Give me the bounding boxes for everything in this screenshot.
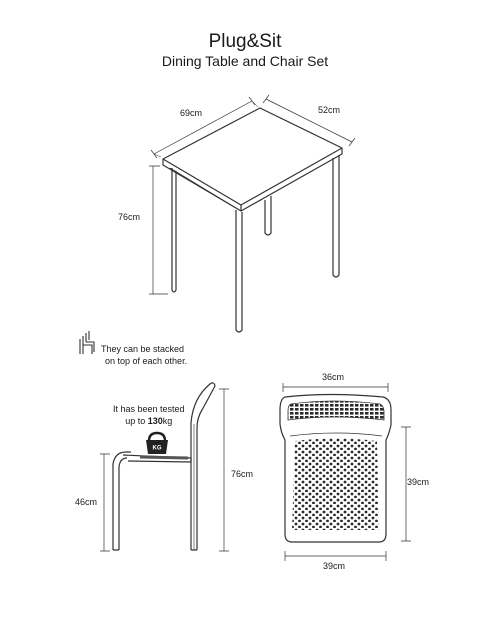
stacked-chairs-icon <box>80 331 94 354</box>
table-leg-back <box>265 196 271 235</box>
table-depth-label: 52cm <box>318 105 341 115</box>
stacking-note-line2: on top of each other. <box>105 356 188 366</box>
load-test-line1: It has been tested <box>113 404 185 414</box>
table-leg-front <box>236 210 242 332</box>
chair-front-leg <box>113 452 131 550</box>
chair-top-width-dimension <box>283 383 388 392</box>
chair-height-label: 76cm <box>231 469 254 479</box>
page-title: Plug&Sit <box>208 31 282 52</box>
stacking-note-line1: They can be stacked <box>101 344 185 354</box>
table-leg-front-left <box>172 168 176 292</box>
weight-badge-text: KG <box>152 445 162 452</box>
table-drawing <box>149 95 355 332</box>
table-leg-back-right <box>333 155 339 277</box>
load-test-line2: up to 130kg <box>125 416 173 426</box>
table-width-label: 69cm <box>180 108 203 118</box>
table-top <box>163 108 342 205</box>
chair-bottom-width-label: 39cm <box>323 561 346 571</box>
chair-top-width-label: 36cm <box>322 372 345 382</box>
chair-bottom-width-dimension <box>285 551 386 561</box>
load-test-weight: 130 <box>147 416 163 426</box>
kettlebell-weight-icon <box>146 433 168 454</box>
chair-depth-label: 39cm <box>407 477 430 487</box>
seat-height-dimension <box>100 454 110 551</box>
chair-front-drawing <box>280 383 411 561</box>
seat-height-label: 46cm <box>75 497 98 507</box>
chair-height-dimension <box>219 389 229 551</box>
chair-back-mesh <box>288 401 384 420</box>
table-height-label: 76cm <box>118 212 141 222</box>
load-test-note <box>113 403 185 427</box>
chair-back-frame <box>191 383 215 550</box>
page-subtitle: Dining Table and Chair Set <box>161 53 329 69</box>
chair-seat-mesh <box>292 439 379 531</box>
table-height-dimension <box>149 166 168 294</box>
stacking-note <box>101 343 187 367</box>
